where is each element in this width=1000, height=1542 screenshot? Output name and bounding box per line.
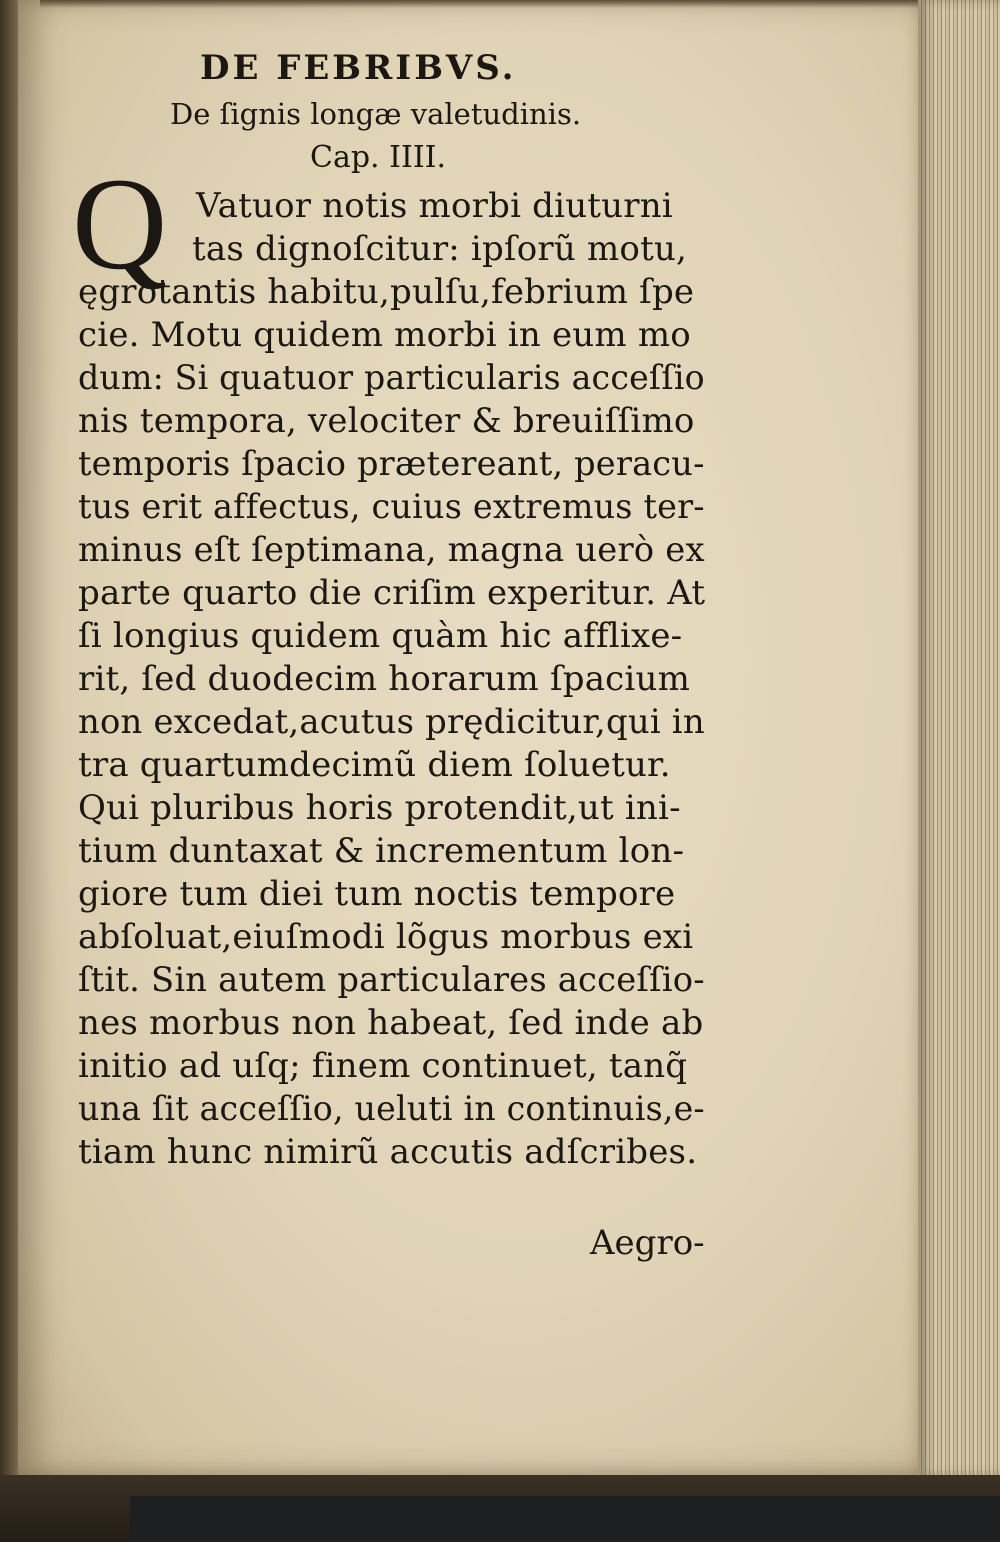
body-line: tas dignoſcitur: ipſorũ motu, bbox=[192, 229, 688, 269]
catchword: Aegro- bbox=[590, 1223, 705, 1263]
body-line: una ſit acceſſio, ueluti in continuis,e- bbox=[78, 1089, 705, 1129]
body-line: rit, ſed duodecim horarum ſpacium bbox=[78, 659, 691, 699]
body-line: giore tum diei tum noctis tempore bbox=[78, 874, 676, 914]
body-line: ſtit. Sin autem particulares acceſſio- bbox=[78, 960, 705, 1000]
chapter-number: Cap. IIII. bbox=[310, 140, 447, 175]
drop-initial: Q bbox=[72, 150, 168, 297]
chapter-title: De ſignis longæ valetudinis. bbox=[170, 97, 582, 131]
body-line: dum: Si quatuor particularis acceſſio bbox=[78, 358, 705, 398]
body-line: temporis ſpacio prætereant, peracu- bbox=[78, 444, 705, 484]
body-line: tium duntaxat & incrementum lon- bbox=[78, 831, 685, 871]
running-head: DE FEBRIBVS. bbox=[200, 48, 517, 88]
body-line: tiam hunc nimirũ accutis adſcribes. bbox=[78, 1132, 698, 1172]
body-line: Vatuor notis morbi diuturni bbox=[196, 186, 673, 226]
body-line: ſi longius quidem quàm hic afflixe- bbox=[78, 616, 683, 656]
body-line: abſoluat,eiuſmodi lõgus morbus exi bbox=[78, 917, 694, 957]
body-line: non excedat,acutus prędicitur,qui in bbox=[78, 702, 705, 742]
body-line: tra quartumdecimũ diem ſoluetur. bbox=[78, 745, 671, 785]
body-line: ęgrotantis habitu,pulſu,febrium ſpe bbox=[78, 272, 695, 312]
body-line: Qui pluribus horis protendit,ut ini- bbox=[78, 788, 681, 828]
body-line: nis tempora, velociter & breuiſſimo bbox=[78, 401, 695, 441]
body-line: initio ad uſq; finem continuet, tanq̃ bbox=[78, 1046, 688, 1086]
body-line: minus eſt ſeptimana, magna uerò ex bbox=[78, 530, 705, 570]
body-line: tus erit affectus, cuius extremus ter- bbox=[78, 487, 705, 527]
body-line: cie. Motu quidem morbi in eum mo bbox=[78, 315, 691, 355]
body-line: parte quarto die criſim experitur. At bbox=[78, 573, 706, 613]
body-line: nes morbus non habeat, ſed inde ab bbox=[78, 1003, 704, 1043]
